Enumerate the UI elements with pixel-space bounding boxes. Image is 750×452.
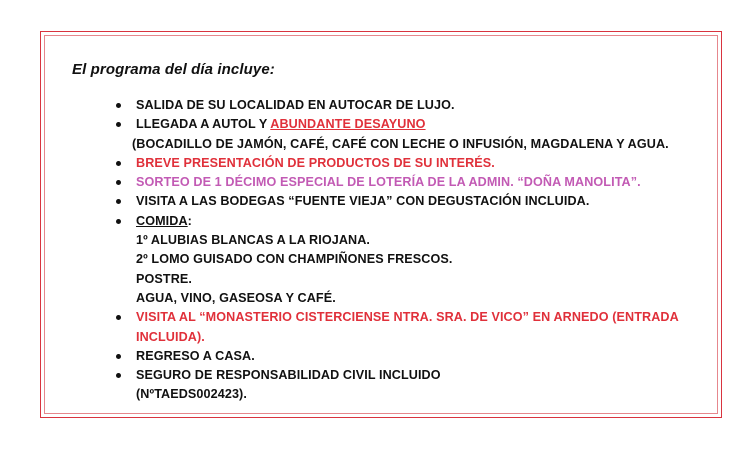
menu-line-text: POSTRE.: [136, 271, 192, 286]
menu-line-text: 1º ALUBIAS BLANCAS A LA RIOJANA.: [136, 233, 371, 248]
list-item-seguro-cont: [116, 385, 706, 404]
list-item-presentacion: [116, 154, 706, 173]
menu-line: [116, 250, 706, 269]
bullet-icon: [116, 122, 121, 127]
desayuno-highlight: ABUNDANTE DESAYUNO: [270, 117, 426, 132]
comida-label: COMIDA: [136, 213, 188, 228]
menu-line: [116, 289, 706, 308]
list-item-regreso: [116, 347, 706, 366]
item-text: VISITA A LAS BODEGAS “FUENTE VIEJA” CON DEGUSTACIÓN INCLUIDA.: [136, 194, 590, 209]
bullet-icon: [116, 103, 121, 108]
list-item-salida: [116, 96, 706, 115]
program-title: El programa del día incluye:: [72, 61, 275, 78]
list-item-llegada-detail: [116, 135, 706, 154]
bullet-icon: [116, 199, 121, 204]
menu-line-text: AGUA, VINO, GASEOSA Y CAFÉ.: [136, 290, 336, 305]
comida-colon: :: [187, 213, 192, 228]
bullet-icon: [116, 161, 121, 166]
bullet-icon: [116, 219, 121, 224]
item-text: [136, 212, 192, 231]
program-list: [116, 96, 706, 405]
list-item-sorteo: [116, 173, 706, 192]
item-text: REGRESO A CASA.: [136, 348, 255, 363]
list-item-llegada: [116, 115, 706, 134]
bullet-icon: [116, 354, 121, 359]
item-text-continued: INCLUIDA).: [136, 329, 205, 344]
bullet-icon: [116, 373, 121, 378]
item-detail-text: (BOCADILLO DE JAMÓN, CAFÉ, CAFÉ CON LECHE O INFUSIÓN, MAGDALENA Y AGUA.: [132, 136, 669, 151]
item-text: BREVE PRESENTACIÓN DE PRODUCTOS DE SU INTERÉS.: [136, 155, 495, 170]
item-text: SORTEO DE 1 DÉCIMO ESPECIAL DE LOTERÍA DE LA ADMIN. “DOÑA MANOLITA”.: [136, 175, 641, 190]
list-item-bodegas: [116, 192, 706, 211]
item-text-continued: (NºTAEDS002423).: [136, 387, 247, 402]
item-text: SEGURO DE RESPONSABILIDAD CIVIL INCLUIDO: [136, 368, 441, 383]
bullet-icon: [116, 315, 121, 320]
bullet-icon: [116, 180, 121, 185]
list-item-monasterio: [116, 308, 706, 327]
list-item-comida: [116, 212, 706, 231]
menu-line: [116, 270, 706, 289]
llegada-prefix: LLEGADA A AUTOL Y: [136, 117, 271, 132]
menu-line-text: 2º LOMO GUISADO CON CHAMPIÑONES FRESCOS.: [136, 252, 453, 267]
list-item-monasterio-cont: [116, 328, 706, 347]
menu-line: [116, 231, 706, 250]
item-text: VISITA AL “MONASTERIO CISTERCIENSE NTRA. SRA. DE VICO” EN ARNEDO (ENTRADA: [136, 310, 679, 325]
item-text: [136, 115, 426, 134]
list-item-seguro: [116, 366, 706, 385]
item-text: SALIDA DE SU LOCALIDAD EN AUTOCAR DE LUJO.: [136, 98, 455, 112]
